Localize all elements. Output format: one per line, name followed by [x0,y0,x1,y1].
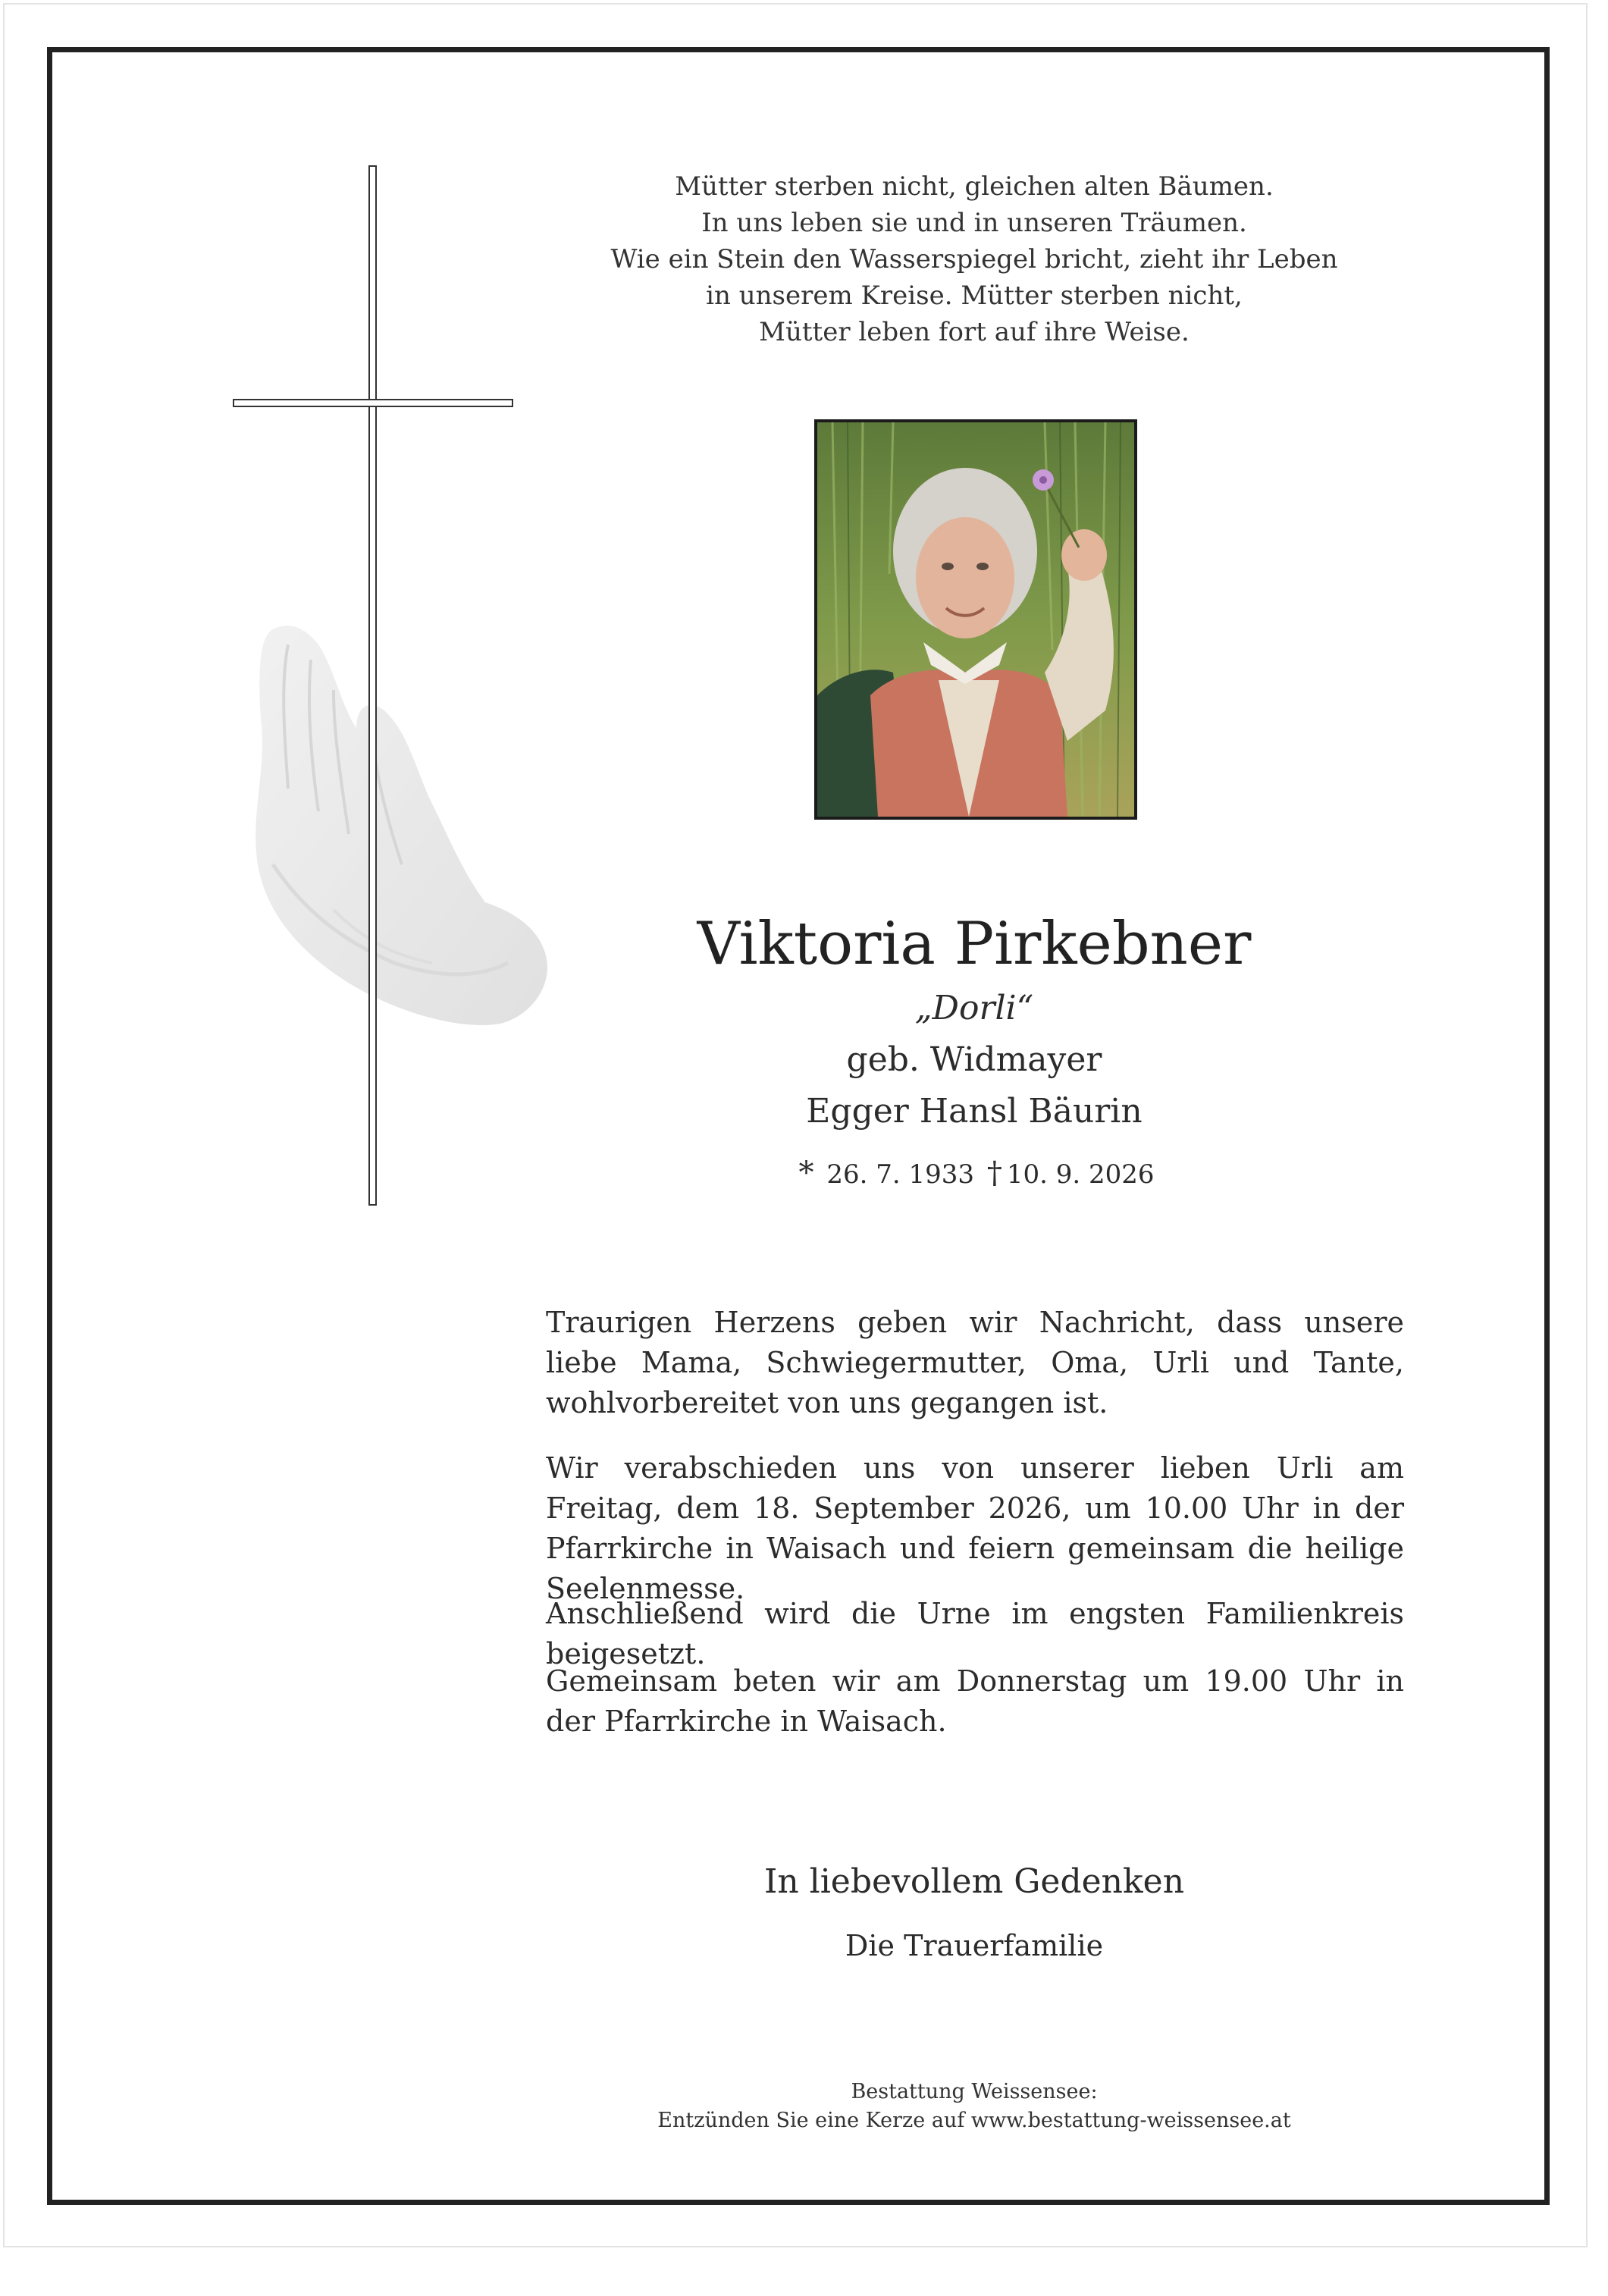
birth-date: 26. 7. 1933 [826,1159,974,1190]
death-date: 10. 9. 2026 [1006,1159,1155,1190]
birth-name: geb. Widmayer [846,1040,1102,1079]
portrait-illustration [817,422,1134,817]
cross-bar [233,399,513,407]
farm-title: Egger Hansl Bäurin [806,1092,1143,1131]
closing-memory: In liebevollem Gedenken [763,1862,1185,1901]
footer-funeral-home: Bestattung Weissensee: [851,2080,1098,2103]
announcement-paragraph: Anschließend wird die Urne im engsten Familienkreis beigesetzt. [546,1597,1404,1670]
death-cross-icon: † [986,1156,1002,1190]
portrait-photo [814,419,1137,820]
poem-line: Mütter leben fort auf ihre Weise. [759,317,1190,347]
birth-star-icon: * [798,1156,814,1190]
deceased-nickname: „Dorli“ [914,989,1034,1027]
closing-family: Die Trauerfamilie [845,1929,1104,1962]
praying-hands-icon [227,622,561,1046]
footer-candle-link[interactable]: Entzünden Sie eine Kerze auf www.bestattung-weissensee.at [657,2109,1291,2132]
cross-icon [368,165,377,1206]
announcement-paragraph: Gemeinsam beten wir am Donnerstag um 19.00 Uhr in der Pfarrkirche in Waisach. [546,1664,1404,1738]
poem-line: Mütter sterben nicht, gleichen alten Bäumen. [675,171,1274,202]
poem-line: In uns leben sie und in unseren Träumen. [701,208,1247,238]
announcement-paragraph: Traurigen Herzens geben wir Nachricht, dass unsere liebe Mama, Schwiegermutter, Oma, Urli und Tante, wohlvorbereitet von uns gegangen ist. [546,1306,1404,1419]
announcement-paragraph: Wir verabschieden uns von unserer lieben Urli am Freitag, dem 18. September 2026, um 10.00 Uhr in der Pfarrkirche in Waisach und feiern gemeinsam die heilige Seelenmesse. [546,1451,1404,1605]
poem-line: Wie ein Stein den Wasserspiegel bricht, zieht ihr Leben [610,244,1338,274]
poem-line: in unserem Kreise. Mütter sterben nicht, [706,281,1243,311]
poem [591,168,1357,350]
life-dates [591,1154,1357,1193]
deceased-name: Viktoria Pirkebner [697,910,1252,978]
